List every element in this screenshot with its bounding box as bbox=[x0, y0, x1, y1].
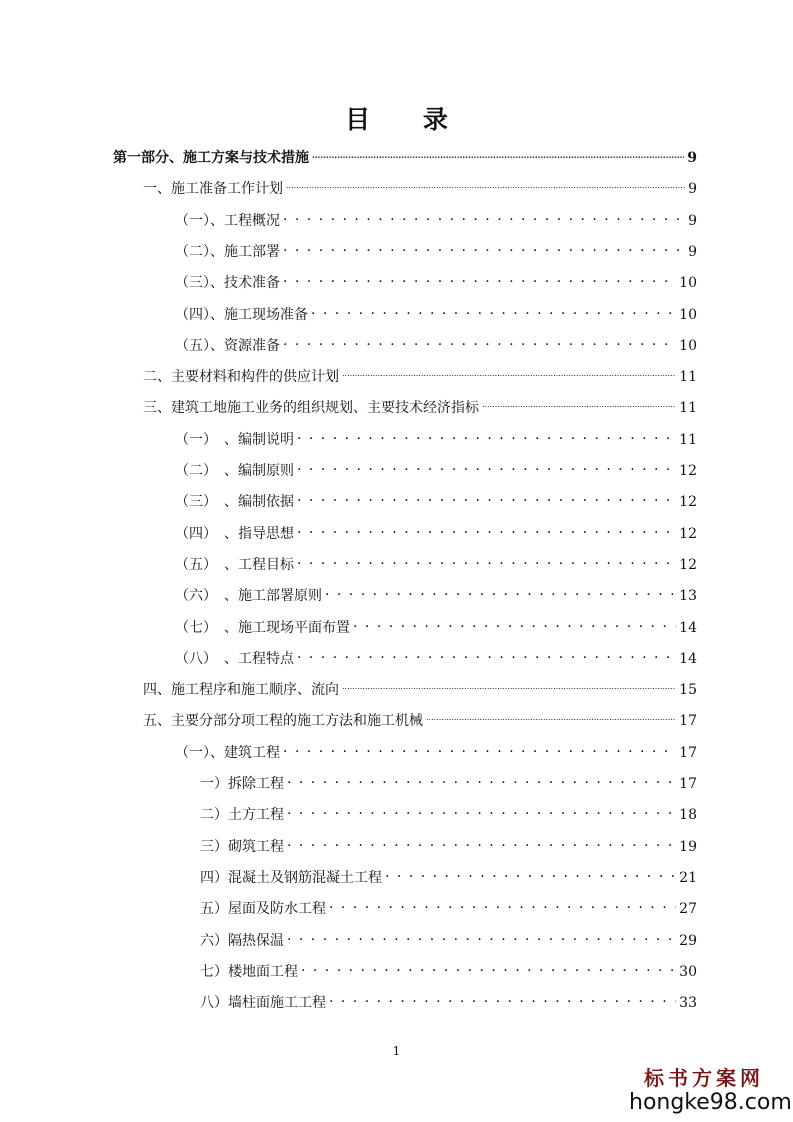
toc-leader-dots bbox=[312, 142, 684, 162]
page-title: 目 录 bbox=[345, 105, 470, 134]
toc-entry-page: 15 bbox=[679, 682, 697, 699]
toc-leader-dots bbox=[301, 956, 676, 976]
toc-entry-page: 11 bbox=[679, 400, 697, 417]
toc-entry[interactable] bbox=[175, 643, 697, 667]
toc-entry-title: （四） 、指导思想 bbox=[175, 525, 294, 542]
toc-entry[interactable] bbox=[175, 205, 697, 229]
toc-leader-dots bbox=[329, 987, 676, 1007]
toc-entry[interactable] bbox=[200, 956, 697, 980]
toc-entry-page: 19 bbox=[679, 838, 697, 855]
toc-leader-dots bbox=[297, 518, 676, 538]
toc-entry[interactable] bbox=[200, 987, 697, 1012]
toc-leader-dots bbox=[297, 424, 676, 444]
toc-entry-page: 9 bbox=[687, 150, 697, 166]
toc-entry-page: 18 bbox=[679, 807, 697, 824]
toc-entry-page: 17 bbox=[679, 744, 697, 761]
toc-entry[interactable] bbox=[200, 799, 697, 824]
toc-entry-title: 一、施工准备工作计划 bbox=[143, 181, 283, 198]
toc-entry[interactable] bbox=[175, 486, 697, 511]
toc-entry-page: 10 bbox=[679, 306, 697, 323]
toc-entry[interactable] bbox=[143, 392, 697, 417]
toc-leader-dots bbox=[287, 799, 676, 819]
toc-entry[interactable] bbox=[143, 705, 697, 730]
toc-entry-page: 27 bbox=[679, 901, 697, 918]
page-number: 1 bbox=[392, 1044, 401, 1058]
toc-entry-title: 一）拆除工程 bbox=[200, 776, 284, 792]
toc-leader-dots bbox=[283, 205, 685, 225]
toc-entry-title: （五） 、工程目标 bbox=[175, 556, 294, 573]
toc-entry-title: 六）隔热保温 bbox=[200, 932, 284, 949]
toc-leader-dots bbox=[342, 674, 676, 694]
toc-entry-page: 12 bbox=[679, 525, 697, 542]
toc-leader-dots bbox=[297, 549, 676, 569]
toc-entry-page: 9 bbox=[688, 181, 697, 198]
toc-entry-page: 12 bbox=[679, 463, 697, 479]
toc-leader-dots bbox=[286, 173, 685, 193]
toc-entry-page: 12 bbox=[679, 556, 697, 573]
toc-entry[interactable] bbox=[175, 455, 697, 479]
toc-entry[interactable] bbox=[175, 424, 697, 448]
toc-leader-dots bbox=[283, 267, 676, 287]
toc-leader-dots bbox=[283, 737, 676, 757]
toc-leader-dots bbox=[297, 455, 676, 475]
toc-entry[interactable] bbox=[200, 862, 697, 886]
toc-leader-dots bbox=[482, 392, 676, 412]
toc-entry[interactable] bbox=[175, 549, 697, 573]
toc-entry-page: 33 bbox=[679, 995, 697, 1012]
toc-entry-title: 二）土方工程 bbox=[200, 807, 284, 824]
toc-entry-page: 9 bbox=[688, 212, 697, 229]
toc-entry[interactable] bbox=[143, 674, 697, 699]
toc-entry-page: 9 bbox=[688, 243, 697, 260]
toc-entry-title: （一）、建筑工程 bbox=[175, 744, 280, 761]
toc-entry-title: （七） 、施工现场平面布置 bbox=[175, 619, 350, 636]
toc-entry[interactable] bbox=[175, 737, 697, 761]
toc-entry-title: （一）、工程概况 bbox=[175, 212, 280, 229]
toc-entry-page: 11 bbox=[679, 431, 697, 448]
toc-entry-page: 30 bbox=[679, 963, 697, 980]
toc-entry-title: 五）屋面及防水工程 bbox=[200, 901, 326, 918]
toc-leader-dots bbox=[342, 361, 676, 381]
toc-entry-title: 七）楼地面工程 bbox=[200, 963, 298, 980]
toc-entry[interactable] bbox=[175, 299, 697, 323]
toc-entry-title: （二）、施工部署 bbox=[175, 243, 280, 260]
toc-entry-title: （四）、施工现场准备 bbox=[175, 306, 308, 323]
toc-entry[interactable] bbox=[200, 831, 697, 855]
toc-entry-page: 21 bbox=[679, 869, 697, 886]
toc-entry-page: 10 bbox=[679, 337, 697, 354]
toc-leader-dots bbox=[325, 580, 676, 600]
toc-entry-title: 第一部分、施工方案与技术措施 bbox=[113, 150, 309, 166]
toc-entry-title: 二、主要材料和构件的供应计划 bbox=[143, 369, 339, 386]
toc-entry-title: 五、主要分部分项工程的施工方法和施工机械 bbox=[143, 713, 423, 730]
watermark-cn: 标书方案网 bbox=[644, 1066, 764, 1090]
toc-leader-dots bbox=[353, 612, 676, 632]
toc-entry-title: 三）砌筑工程 bbox=[200, 838, 284, 855]
toc-entry[interactable] bbox=[175, 612, 697, 636]
toc-entry-page: 14 bbox=[679, 619, 697, 636]
toc-entry-page: 29 bbox=[679, 932, 697, 949]
toc-leader-dots bbox=[287, 831, 676, 851]
toc-entry-title: （六） 、施工部署原则 bbox=[175, 588, 322, 605]
toc-entry[interactable] bbox=[175, 236, 697, 260]
toc-entry-page: 17 bbox=[679, 713, 697, 730]
toc-leader-dots bbox=[426, 705, 676, 725]
toc-entry-title: （二） 、编制原则 bbox=[175, 463, 294, 479]
toc-leader-dots bbox=[287, 768, 676, 788]
toc-entry-page: 13 bbox=[679, 588, 697, 605]
toc-entry-title: 四、施工程序和施工顺序、流向 bbox=[143, 682, 339, 699]
toc-entry-page: 14 bbox=[679, 650, 697, 667]
toc-leader-dots bbox=[311, 299, 676, 319]
toc-entry-page: 11 bbox=[679, 369, 697, 386]
toc-entry-page: 10 bbox=[679, 275, 697, 292]
toc-entry[interactable] bbox=[143, 173, 697, 198]
toc-leader-dots bbox=[297, 486, 676, 506]
toc-entry-title: 四）混凝土及钢筋混凝土工程 bbox=[200, 869, 382, 886]
toc-entry[interactable] bbox=[200, 925, 697, 949]
toc-entry-title: （八） 、工程特点 bbox=[175, 650, 294, 667]
toc-leader-dots bbox=[283, 330, 676, 350]
toc-leader-dots bbox=[297, 643, 676, 663]
toc-entry[interactable] bbox=[143, 361, 697, 386]
toc-entry-page: 12 bbox=[679, 494, 697, 511]
toc-entry[interactable] bbox=[200, 893, 697, 918]
toc-entry[interactable] bbox=[113, 142, 697, 166]
toc-leader-dots bbox=[283, 236, 685, 256]
toc-entry[interactable] bbox=[175, 518, 697, 542]
watermark-logo bbox=[629, 1066, 792, 1116]
toc-leader-dots bbox=[329, 893, 676, 913]
toc-entry-title: （三） 、编制依据 bbox=[175, 494, 294, 511]
toc-entry[interactable] bbox=[175, 580, 697, 605]
toc-entry-title: 三、建筑工地施工业务的组织规划、主要技术经济指标 bbox=[143, 400, 479, 417]
toc-entry[interactable] bbox=[175, 267, 697, 292]
toc-entry-title: （三）、技术准备 bbox=[175, 275, 280, 292]
toc-entry-title: （一） 、编制说明 bbox=[175, 431, 294, 448]
toc-entry[interactable] bbox=[175, 330, 697, 354]
toc-entry-title: 八）墙柱面施工工程 bbox=[200, 995, 326, 1012]
watermark-en: hongke98.com bbox=[629, 1090, 792, 1115]
toc-leader-dots bbox=[287, 925, 676, 945]
toc-entry-title: （五）、资源准备 bbox=[175, 337, 280, 354]
toc-leader-dots bbox=[385, 862, 676, 882]
toc-entry-page: 17 bbox=[679, 776, 697, 792]
toc-entry[interactable] bbox=[200, 768, 697, 792]
